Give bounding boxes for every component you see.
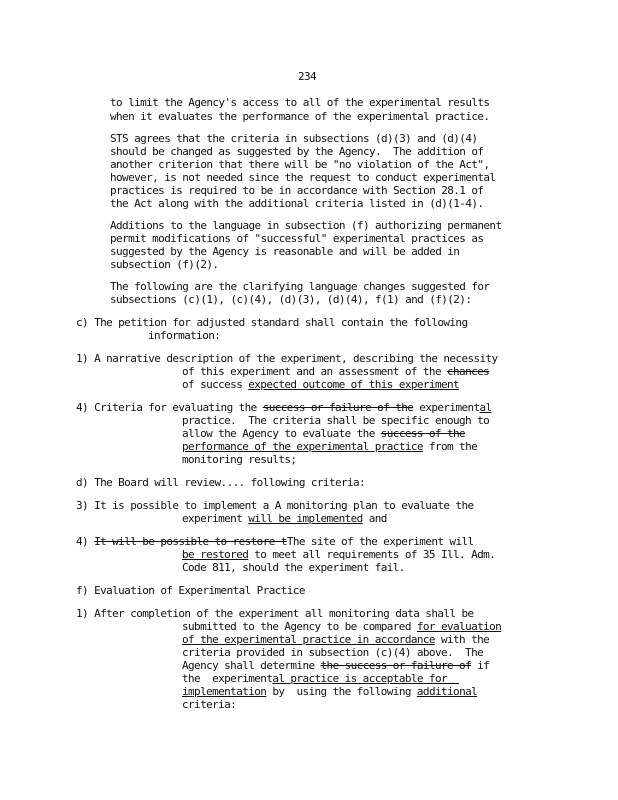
text-line bbox=[182, 659, 489, 672]
text-line bbox=[110, 219, 501, 232]
line-text: The following are the clarifying language changes suggested for bbox=[110, 280, 490, 293]
text-line bbox=[110, 110, 489, 123]
text-line bbox=[182, 512, 387, 525]
line-text: 1) After completion of the experiment all monitoring data shall be bbox=[76, 607, 474, 620]
text-line bbox=[182, 414, 489, 427]
text-line bbox=[182, 365, 489, 378]
line-text: d) The Board will review.... following criteria: bbox=[76, 476, 366, 489]
text-line bbox=[110, 258, 218, 271]
text-line bbox=[182, 453, 296, 466]
inserted-text: additional bbox=[416, 685, 478, 698]
line-text: Code 811, should the experiment fail. bbox=[182, 561, 405, 574]
inserted-text: performance of the experiment bbox=[182, 440, 357, 453]
line-text: of this experiment and an assessment of the bbox=[182, 365, 447, 378]
line-text: 4) Criteria for evaluating the bbox=[76, 401, 263, 414]
text-line bbox=[182, 561, 405, 574]
text-line bbox=[182, 633, 489, 646]
text-line bbox=[110, 132, 477, 145]
text-line bbox=[110, 184, 483, 197]
line-text: the experiment bbox=[182, 672, 273, 685]
text-line bbox=[76, 584, 305, 597]
line-text: the Act along with the additional criteria listed in (d)(1-4). bbox=[110, 197, 484, 210]
text-line bbox=[182, 548, 495, 561]
deleted-text: success of the bbox=[380, 427, 466, 440]
inserted-text: be restored bbox=[182, 548, 249, 561]
line-text: criteria provided in subsection (c)(4) above. The bbox=[182, 646, 484, 659]
text-line bbox=[76, 499, 474, 512]
line-text: information: bbox=[148, 329, 221, 342]
line-text: by using the following bbox=[266, 685, 417, 698]
line-text: 3) It is possible to implement a A monitoring plan to evaluate the bbox=[76, 499, 474, 512]
line-text: practice. The criteria shall be specific enough to bbox=[182, 414, 490, 427]
text-line bbox=[182, 427, 465, 440]
text-line bbox=[76, 535, 474, 548]
inserted-text: will be implemented bbox=[248, 512, 363, 525]
line-text: Agency shall determine bbox=[182, 659, 321, 672]
text-line bbox=[182, 620, 501, 633]
text-line bbox=[182, 440, 477, 453]
text-line bbox=[110, 96, 489, 109]
line-text: STS agrees that the criteria in subsections (d)(3) and (d)(4) bbox=[110, 132, 478, 145]
deleted-text: chances bbox=[447, 365, 490, 378]
text-line bbox=[182, 672, 459, 685]
text-line bbox=[110, 280, 489, 293]
line-text: monitoring results; bbox=[182, 453, 297, 466]
deleted-text: the success or failure of bbox=[320, 659, 472, 672]
text-line bbox=[76, 401, 492, 414]
inserted-text: of the experimental practice in accordance bbox=[182, 633, 435, 646]
line-text: subsections (c)(1), (c)(4), (d)(3), (d)(4), f(1) and (f)(2): bbox=[110, 293, 472, 306]
text-line bbox=[76, 352, 498, 365]
deleted-text: It will be possible to restore t bbox=[94, 535, 287, 548]
text-line bbox=[110, 245, 459, 258]
text-line bbox=[76, 607, 474, 620]
inserted-text: implementation bbox=[182, 685, 267, 698]
text-line bbox=[110, 232, 483, 245]
line-text: submitted to the Agency to be compared bbox=[182, 620, 417, 633]
text-line bbox=[110, 158, 489, 171]
page-number: 234 bbox=[298, 70, 317, 83]
inserted-text: al practice bbox=[356, 440, 423, 453]
line-text: subsection (f)(2). bbox=[110, 258, 219, 271]
inserted-text: for evaluation bbox=[416, 620, 502, 633]
text-line bbox=[110, 145, 483, 158]
line-text: allow the Agency to evaluate the bbox=[182, 427, 381, 440]
text-line bbox=[182, 698, 236, 711]
line-text: experiment bbox=[413, 401, 480, 414]
line-text: however, is not needed since the request to conduct experimental bbox=[110, 171, 496, 184]
text-line bbox=[182, 378, 459, 391]
line-text: should be changed as suggested by the Agency. The addition of bbox=[110, 145, 484, 158]
line-text: if bbox=[471, 659, 490, 672]
text-line bbox=[182, 685, 477, 698]
line-text: 4) bbox=[76, 535, 95, 548]
text-line bbox=[76, 476, 365, 489]
line-text: another criterion that there will be "no violation of the Act", bbox=[110, 158, 490, 171]
line-text: criteria: bbox=[182, 698, 237, 711]
line-text: The site of the experiment will bbox=[286, 535, 474, 548]
line-text: when it evaluates the performance of the experimental practice. bbox=[110, 110, 490, 123]
text-line bbox=[110, 293, 471, 306]
line-text: of success bbox=[182, 378, 249, 391]
line-text: from the bbox=[422, 440, 478, 453]
line-text: to meet all requirements of 35 Ill. Adm. bbox=[248, 548, 496, 561]
text-line bbox=[110, 197, 483, 210]
text-line bbox=[182, 646, 483, 659]
line-text: to limit the Agency's access to all of the experimental results bbox=[110, 96, 490, 109]
inserted-text: expected outcome of this experiment bbox=[248, 378, 460, 391]
inserted-text: al practice is acceptable for bbox=[272, 672, 460, 685]
line-text: 1) A narrative description of the experiment, describing the necessity bbox=[76, 352, 498, 365]
line-text: c) The petition for adjusted standard shall contain the following bbox=[76, 316, 468, 329]
text-line bbox=[148, 329, 220, 342]
line-text: practices is required to be in accordance with Section 28.1 of bbox=[110, 184, 484, 197]
line-text: permit modifications of "successful" experimental practices as bbox=[110, 232, 484, 245]
line-text: and bbox=[362, 512, 387, 525]
inserted-text: al bbox=[479, 401, 492, 414]
deleted-text: success or failure of the bbox=[262, 401, 414, 414]
line-text: experiment bbox=[182, 512, 249, 525]
line-text: with the bbox=[434, 633, 490, 646]
line-text: Additions to the language in subsection (f) authorizing permanent bbox=[110, 219, 502, 232]
line-text: f) Evaluation of Experimental Practice bbox=[76, 584, 305, 597]
text-line bbox=[110, 171, 495, 184]
text-line bbox=[76, 316, 467, 329]
line-text: suggested by the Agency is reasonable and will be added in bbox=[110, 245, 460, 258]
